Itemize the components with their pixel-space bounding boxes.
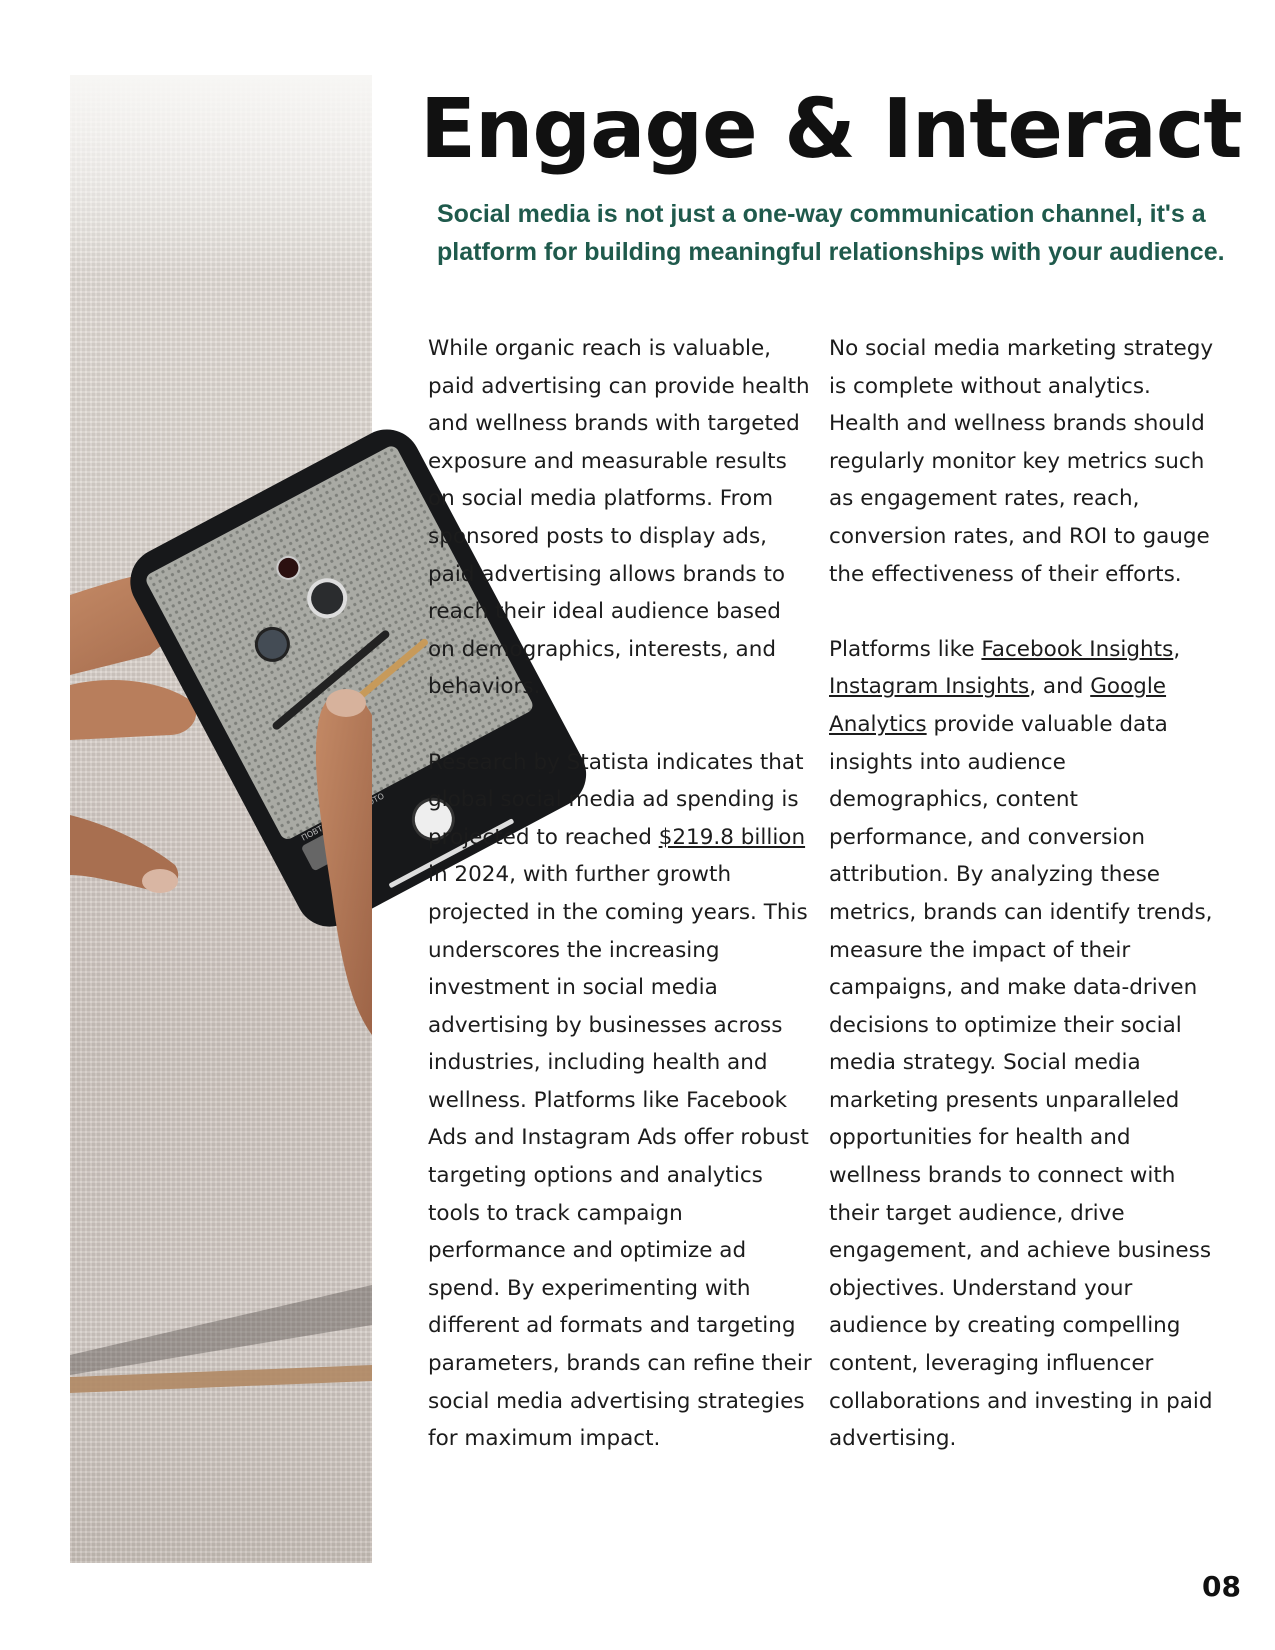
hero-photo <box>70 75 386 1563</box>
page-subtitle: Social media is not just a one-way communication channel, it's a platform for building meaningful relationships with your audience. <box>437 200 1225 266</box>
google-analytics-link[interactable]: Google Analytics <box>829 674 1167 737</box>
instagram-insights-link[interactable]: Instagram Insights <box>829 674 1030 700</box>
left-paragraph-1: While organic reach is valuable, paid advertising can provide health and wellness brands with targeted exposure and measurable results on social media platforms. From sponsored posts to display ads, paid advertising allows brands to reach their ideal audience based on demographics, interests, and behaviors. <box>428 336 810 700</box>
facebook-insights-link[interactable]: Facebook Insights <box>981 636 1174 662</box>
right-column <box>829 330 1224 1458</box>
camera-mode-labels: ПОВТОР ФОТО <box>299 791 386 843</box>
page-title: Engage & Interact <box>420 82 1242 177</box>
left-paragraph-2 <box>428 744 813 1458</box>
phone-photo-illustration <box>70 75 386 1563</box>
right-paragraph-2 <box>829 631 1224 1458</box>
left-paragraph-2-end: in 2024, with further growth projected in the coming years. This underscores the increasing investment in social media advertising by businesses across industries, including health and wellness. Platforms like Facebook Ads and Instagram Ads offer robust targeting options and analytics tools to track campaign performance and optimize ad spend. By experimenting with different ad formats and targeting parameters, brands can refine their social media advertising strategies for maximum impact. <box>428 862 812 1452</box>
right-paragraph-2-prefix: Platforms like <box>829 636 982 662</box>
separator-2: , and <box>1029 674 1091 700</box>
left-column <box>428 330 813 1458</box>
right-paragraph-1: No social media marketing strategy is complete without analytics. Health and wellness brands should regularly monitor key metrics such as engagement rates, reach, conversion rates, and ROI to gauge the effectiveness of their efforts. <box>829 336 1214 587</box>
separator-1: , <box>1173 636 1181 662</box>
statista-figure-link[interactable]: $219.8 billion <box>658 824 806 850</box>
page-number: 08 <box>1202 1570 1241 1603</box>
left-paragraph-2-start: Research by Statista indicates that global social media ad spending is projected to reached <box>428 749 804 850</box>
right-paragraph-2-rest: provide valuable data insights into audience demographics, content performance, and conversion attribution. By analyzing these metrics, brands can identify trends, measure the impact of their campaigns, and make data-driven decisions to optimize their social media strategy. Social media marketing presents unparalleled opportunities for health and wellness brands to connect with their target audience, drive engagement, and achieve business objectives. Understand your audience by creating compelling content, leveraging influencer collaborations and investing in paid advertising. <box>829 711 1213 1452</box>
